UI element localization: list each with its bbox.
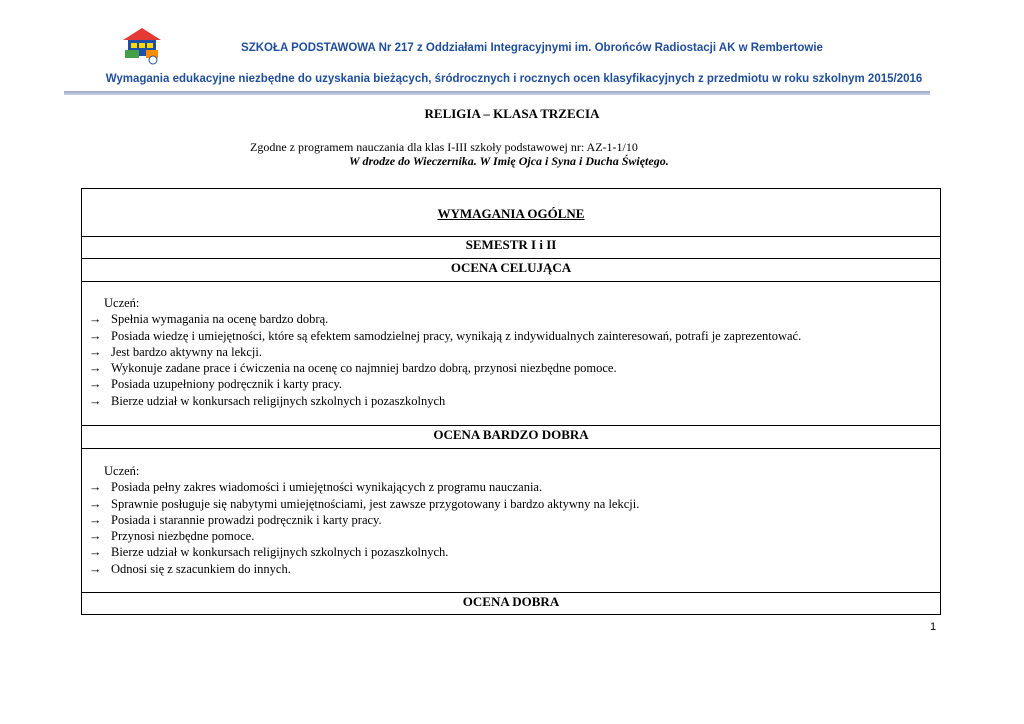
list-item: → Wykonuje zadane prace i ćwiczenia na ocenę co najmniej bardzo dobrą, przynosi niezbędne pomoce. [89, 361, 617, 376]
grade-heading-dobra: OCENA DOBRA [462, 594, 560, 609]
list-item: → Spełnia wymagania na ocenę bardzo dobrą. [89, 312, 329, 327]
arrow-icon: → [89, 344, 102, 359]
requirements-table [81, 188, 941, 615]
program-line: Zgodne z programem nauczania dla klas I-III szkoły podstawowej nr: AZ-1-1/10 [250, 140, 638, 154]
arrow-icon: → [89, 480, 102, 495]
arrow-icon: → [89, 377, 102, 392]
semester-heading: SEMESTR I i II [465, 237, 557, 252]
list-item: → Sprawnie posługuje się nabytymi umiejętnościami, jest zawsze przygotowany i bardzo aktywny na lekcji. [89, 496, 640, 511]
arrow-icon: → [89, 561, 102, 576]
arrow-icon: → [89, 361, 102, 376]
program-subtitle: W drodze do Wieczernika. W Imię Ojca i Syna i Ducha Świętego. [349, 154, 669, 168]
divider [82, 258, 940, 259]
list-item: → Posiada pełny zakres wiadomości i umiejętności wynikających z programu nauczania. [89, 480, 543, 495]
divider [82, 425, 940, 426]
page-number: 1 [930, 621, 937, 633]
list-item: → Bierze udział w konkursach religijnych szkolnych i pozaszkolnych. [89, 545, 449, 560]
list-item: → Przynosi niezbędne pomoce. [89, 529, 255, 544]
arrow-icon: → [89, 312, 102, 327]
document-title: RELIGIA – KLASA TRZECIA [424, 106, 600, 121]
list-item: → Jest bardzo aktywny na lekcji. [89, 344, 262, 359]
student-intro: Uczeń: [104, 296, 140, 310]
divider [82, 281, 940, 282]
student-intro: Uczeń: [104, 464, 140, 478]
header-divider [64, 91, 930, 95]
list-item: → Bierze udział w konkursach religijnych szkolnych i pozaszkolnych [89, 393, 446, 408]
grade-block-celujaca [89, 295, 801, 409]
divider [82, 592, 940, 593]
requirements-title: Wymagania edukacyjne niezbędne do uzyskania bieżących, śródrocznych i rocznych ocen klasyfikacyjnych z przedmiotu w roku szkolnym 2015/2016 [105, 73, 923, 85]
arrow-icon: → [89, 328, 102, 343]
arrow-icon: → [89, 496, 102, 511]
divider [82, 448, 940, 449]
grade-heading-bardzo-dobra: OCENA BARDZO DOBRA [433, 427, 589, 442]
school-name: SZKOŁA PODSTAWOWA Nr 217 z Oddziałami Integracyjnymi im. Obrońców Radiostacji AK w Rembertowie [241, 42, 823, 54]
list-item: → Odnosi się z szacunkiem do innych. [89, 561, 291, 576]
grade-heading-celujaca: OCENA CELUJĄCA [450, 260, 572, 275]
arrow-icon: → [89, 512, 102, 527]
general-requirements-heading: WYMAGANIA OGÓLNE [437, 206, 585, 221]
grade-block-bardzo-dobra [89, 463, 639, 577]
arrow-icon: → [89, 393, 102, 408]
arrow-icon: → [89, 545, 102, 560]
list-item: → Posiada uzupełniony podręcznik i karty pracy. [89, 377, 343, 392]
list-item: → Posiada i starannie prowadzi podręcznik i karty pracy. [89, 512, 382, 527]
list-item: → Posiada wiedzę i umiejętności, które są efektem samodzielnej pracy, wynikają z indywidualnych zainteresowań, potrafi je zaprezentować. [89, 328, 802, 343]
arrow-icon: → [89, 529, 102, 544]
